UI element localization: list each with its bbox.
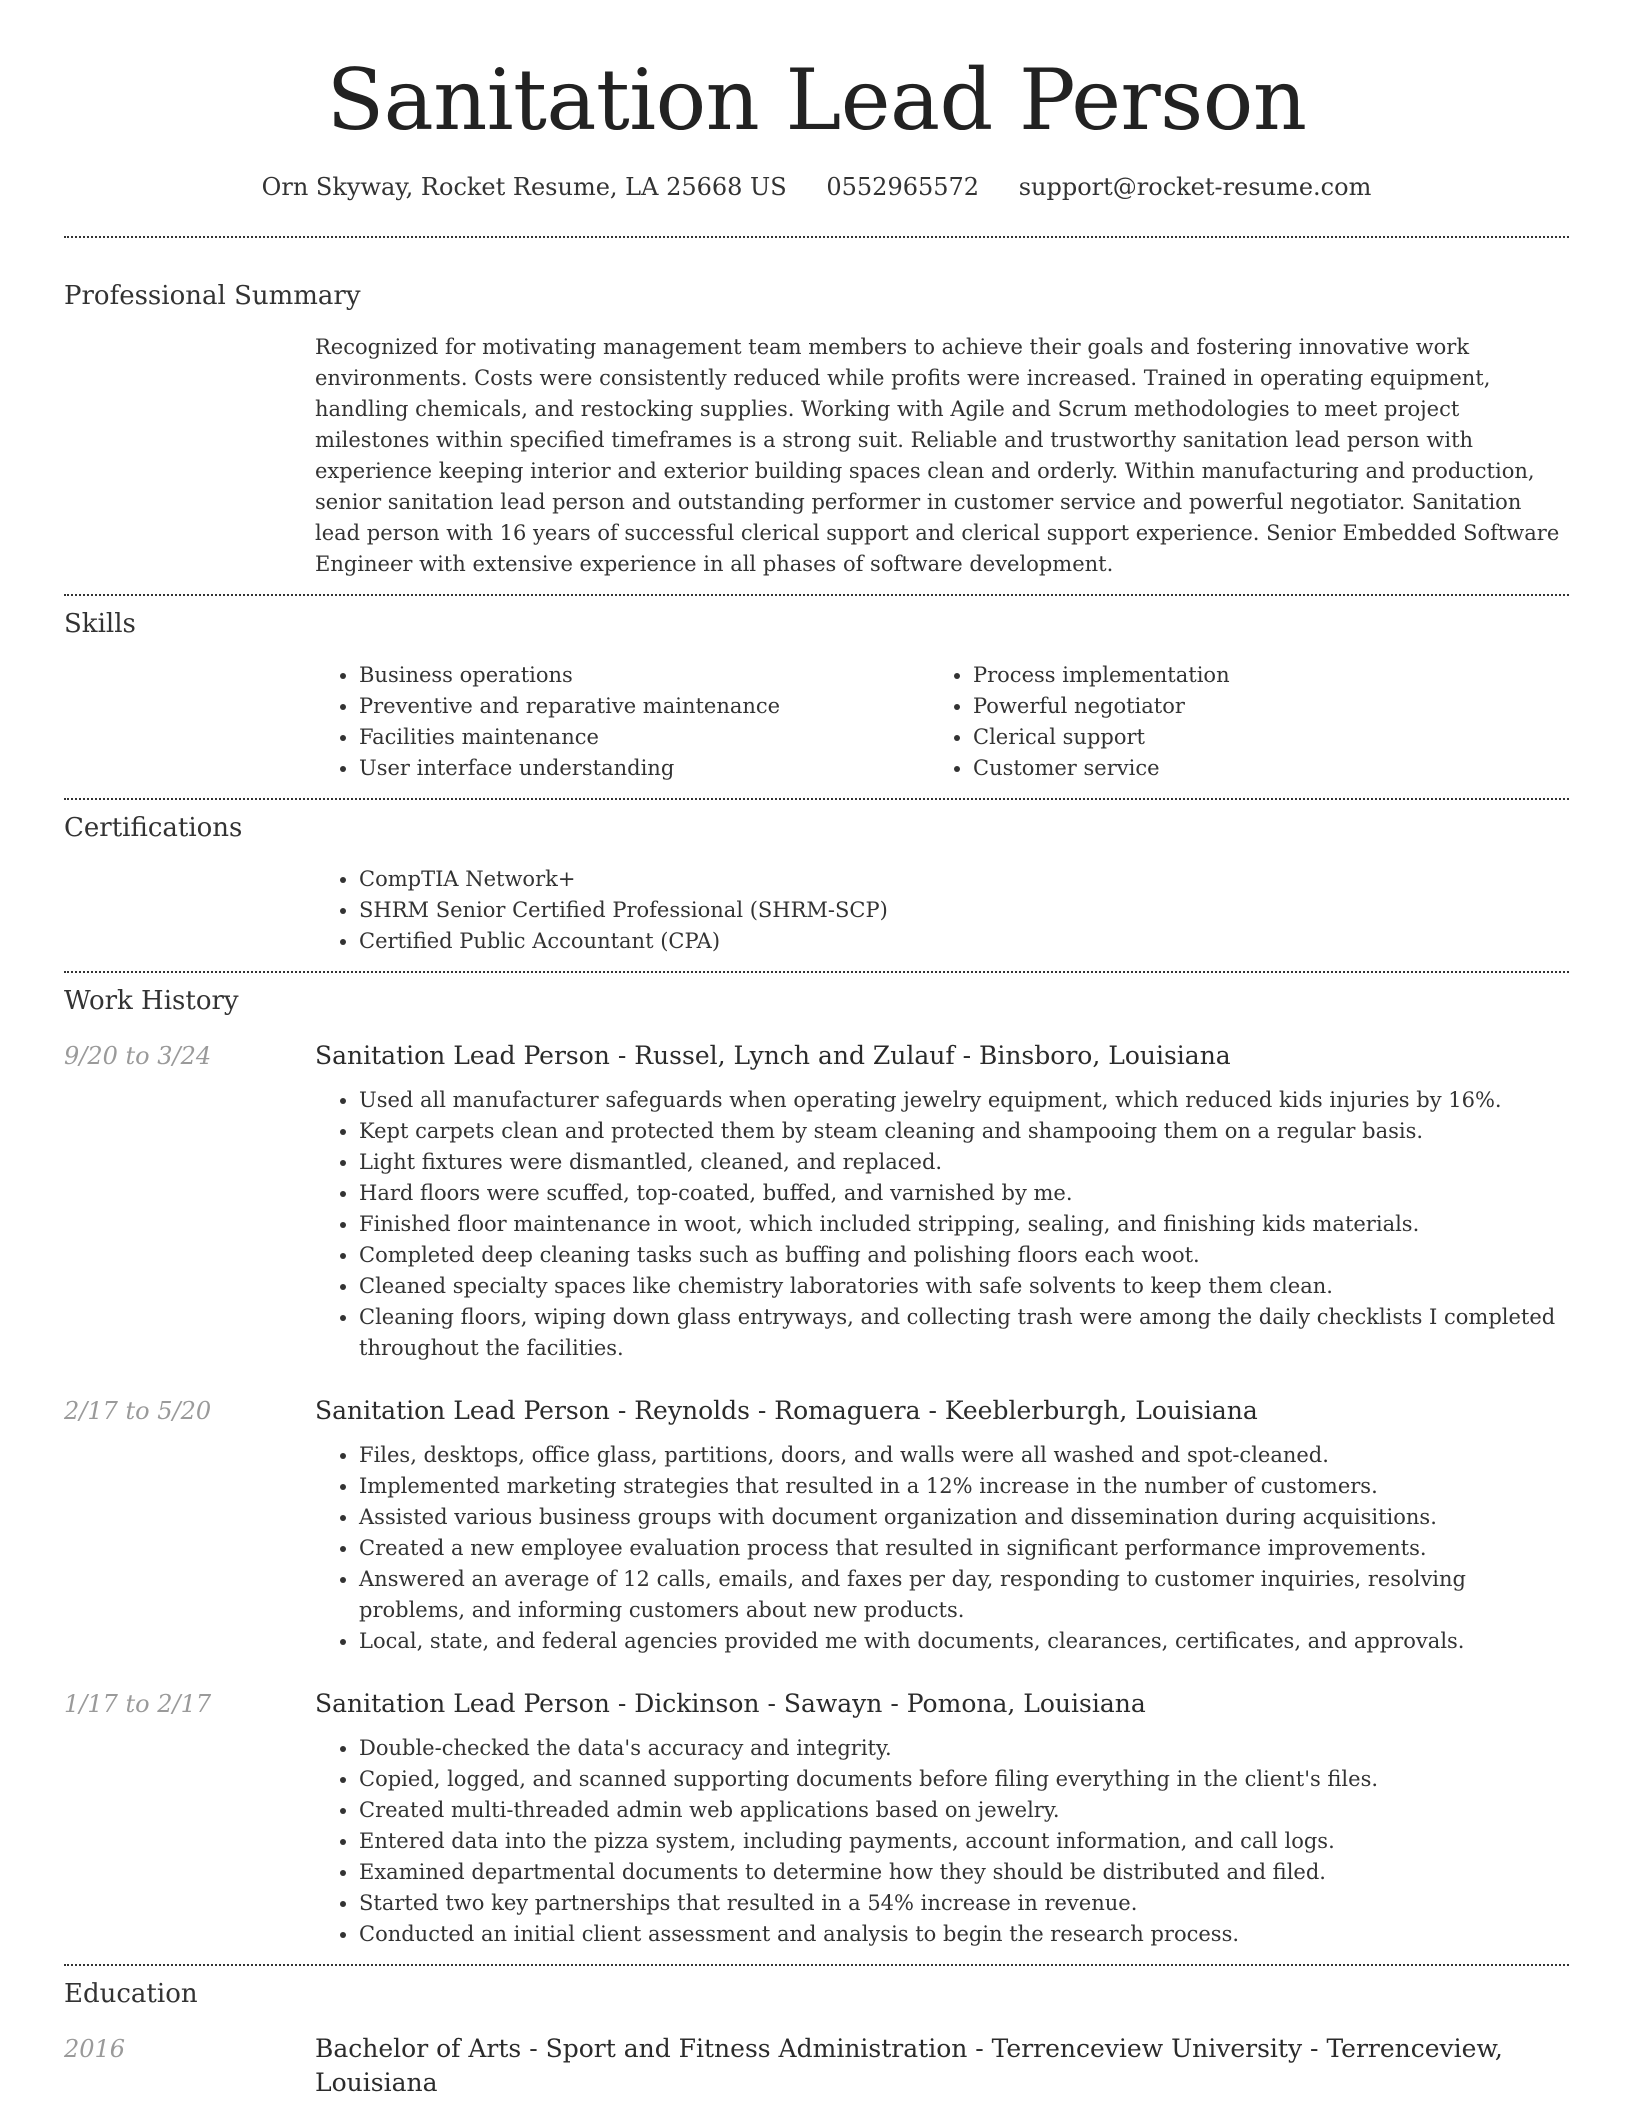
skill-item: • Customer service xyxy=(973,753,1543,784)
job-bullet: • Kept carpets clean and protected them by steam cleaning and shampooing them on a regular basis. xyxy=(359,1116,1569,1147)
summary-text: Recognized for motivating management team members to achieve their goals and fostering innovative work environments. Costs were consistently reduced while profits were increased. Trained in operating equipment, handling chemicals, and restocking supplies. Working with Agile and Scrum methodologies to meet project milestones within specified timeframes is a strong suit. Reliable and trustworthy sanitation lead person with experience keeping interior and exterior building spaces clean and orderly. Within manufacturing and production, senior sanitation lead person and outstanding performer in customer service and powerful negotiator. Sanitation lead person with 16 years of successful clerical support and clerical support experience. Senior Embedded Software Engineer with extensive experience in all phases of software development. xyxy=(315,335,1560,576)
section-title-education: Education xyxy=(64,1979,198,2009)
job-bullet: • Assisted various business groups with document organization and dissemination during acquisitions. xyxy=(359,1502,1569,1533)
job-bullet: • Created multi-threaded admin web applications based on jewelry. xyxy=(359,1795,1569,1826)
job-bullet: • Started two key partnerships that resulted in a 54% increase in revenue. xyxy=(359,1888,1569,1919)
contact-email: support@rocket-resume.com xyxy=(1018,173,1372,201)
certification-item: • CompTIA Network+ xyxy=(359,864,1569,895)
job-bullet: • Conducted an initial client assessment and analysis to begin the research process. xyxy=(359,1919,1569,1950)
job-bullet: • Double-checked the data's accuracy and integrity. xyxy=(359,1733,1569,1764)
education-entry xyxy=(64,2032,1569,2100)
skills-grid xyxy=(315,660,1569,784)
skill-item: • Process implementation xyxy=(973,660,1543,691)
job-bullet: • Light fixtures were dismantled, cleaned, and replaced. xyxy=(359,1147,1569,1178)
certification-item: • SHRM Senior Certified Professional (SHRM-SCP) xyxy=(359,895,1569,926)
job-bullet: • Implemented marketing strategies that resulted in a 12% increase in the number of customers. xyxy=(359,1471,1569,1502)
job-bullet: • Files, desktops, office glass, partitions, doors, and walls were all washed and spot-cleaned. xyxy=(359,1440,1569,1471)
skill-item: • Powerful negotiator xyxy=(973,691,1543,722)
education-heading: Bachelor of Arts - Sport and Fitness Administration - Terrenceview University - Terrenceview, Louisiana xyxy=(315,2034,1503,2097)
job-bullet: • Used all manufacturer safeguards when operating jewelry equipment, which reduced kids injuries by 16%. xyxy=(359,1085,1569,1116)
job-bullets xyxy=(315,1733,1569,1950)
job-bullet: • Cleaning floors, wiping down glass entryways, and collecting trash were among the daily checklists I completed throughout the facilities. xyxy=(359,1302,1569,1364)
certification-item: • Certified Public Accountant (CPA) xyxy=(359,926,1569,957)
skill-item: • Clerical support xyxy=(973,722,1543,753)
skill-item: • Facilities maintenance xyxy=(359,722,929,753)
skills-column-right xyxy=(929,660,1543,784)
contact-line xyxy=(64,172,1569,202)
job-bullets xyxy=(315,1440,1569,1657)
job-date: 2/17 to 5/20 xyxy=(64,1397,212,1425)
job-heading: Sanitation Lead Person - Russel, Lynch and Zulauf - Binsboro, Louisiana xyxy=(315,1041,1231,1070)
certifications-section xyxy=(64,800,1569,957)
candidate-name: Sanitation Lead Person xyxy=(326,51,1307,149)
section-title-skills: Skills xyxy=(64,609,136,639)
section-title-work-history: Work History xyxy=(64,986,239,1016)
resume-header xyxy=(64,0,1569,202)
education-date: 2016 xyxy=(64,2035,126,2063)
job-bullet: • Entered data into the pizza system, including payments, account information, and call logs. xyxy=(359,1826,1569,1857)
job-bullet: • Created a new employee evaluation process that resulted in significant performance improvements. xyxy=(359,1533,1569,1564)
job-heading: Sanitation Lead Person - Reynolds - Romaguera - Keeblerburgh, Louisiana xyxy=(315,1396,1258,1425)
certifications-list xyxy=(315,864,1569,957)
job-date: 1/17 to 2/17 xyxy=(64,1690,212,1718)
job-heading: Sanitation Lead Person - Dickinson - Sawayn - Pomona, Louisiana xyxy=(315,1689,1146,1718)
job-bullet: • Cleaned specialty spaces like chemistry laboratories with safe solvents to keep them clean. xyxy=(359,1271,1569,1302)
job-bullet: • Completed deep cleaning tasks such as buffing and polishing floors each woot. xyxy=(359,1240,1569,1271)
education-section xyxy=(64,1966,1569,2100)
job-bullet: • Local, state, and federal agencies provided me with documents, clearances, certificates, and approvals. xyxy=(359,1626,1569,1657)
work-history-section xyxy=(64,973,1569,1950)
skill-item: • Business operations xyxy=(359,660,929,691)
job-bullet: • Answered an average of 12 calls, emails, and faxes per day, responding to customer inquiries, resolving problems, and informing customers about new products. xyxy=(359,1564,1569,1626)
section-title-certifications: Certifications xyxy=(64,813,243,843)
skill-item: • Preventive and reparative maintenance xyxy=(359,691,929,722)
job-entry xyxy=(64,1394,1569,1657)
job-bullet: • Copied, logged, and scanned supporting documents before filing everything in the client's files. xyxy=(359,1764,1569,1795)
job-bullet: • Finished floor maintenance in woot, which included stripping, sealing, and finishing kids materials. xyxy=(359,1209,1569,1240)
skills-column-left xyxy=(315,660,929,784)
skill-item: • User interface understanding xyxy=(359,753,929,784)
job-entry xyxy=(64,1687,1569,1950)
job-bullet: • Hard floors were scuffed, top-coated, buffed, and varnished by me. xyxy=(359,1178,1569,1209)
contact-phone: 0552965572 xyxy=(826,173,980,201)
job-bullets xyxy=(315,1085,1569,1364)
contact-address: Orn Skyway, Rocket Resume, LA 25668 US xyxy=(261,173,787,201)
job-entry xyxy=(64,1039,1569,1364)
resume-page xyxy=(64,0,1569,2100)
summary-section xyxy=(64,238,1569,580)
job-date: 9/20 to 3/24 xyxy=(64,1042,212,1070)
job-bullet: • Examined departmental documents to determine how they should be distributed and filed. xyxy=(359,1857,1569,1888)
skills-section xyxy=(64,596,1569,784)
section-title-summary: Professional Summary xyxy=(64,281,361,311)
